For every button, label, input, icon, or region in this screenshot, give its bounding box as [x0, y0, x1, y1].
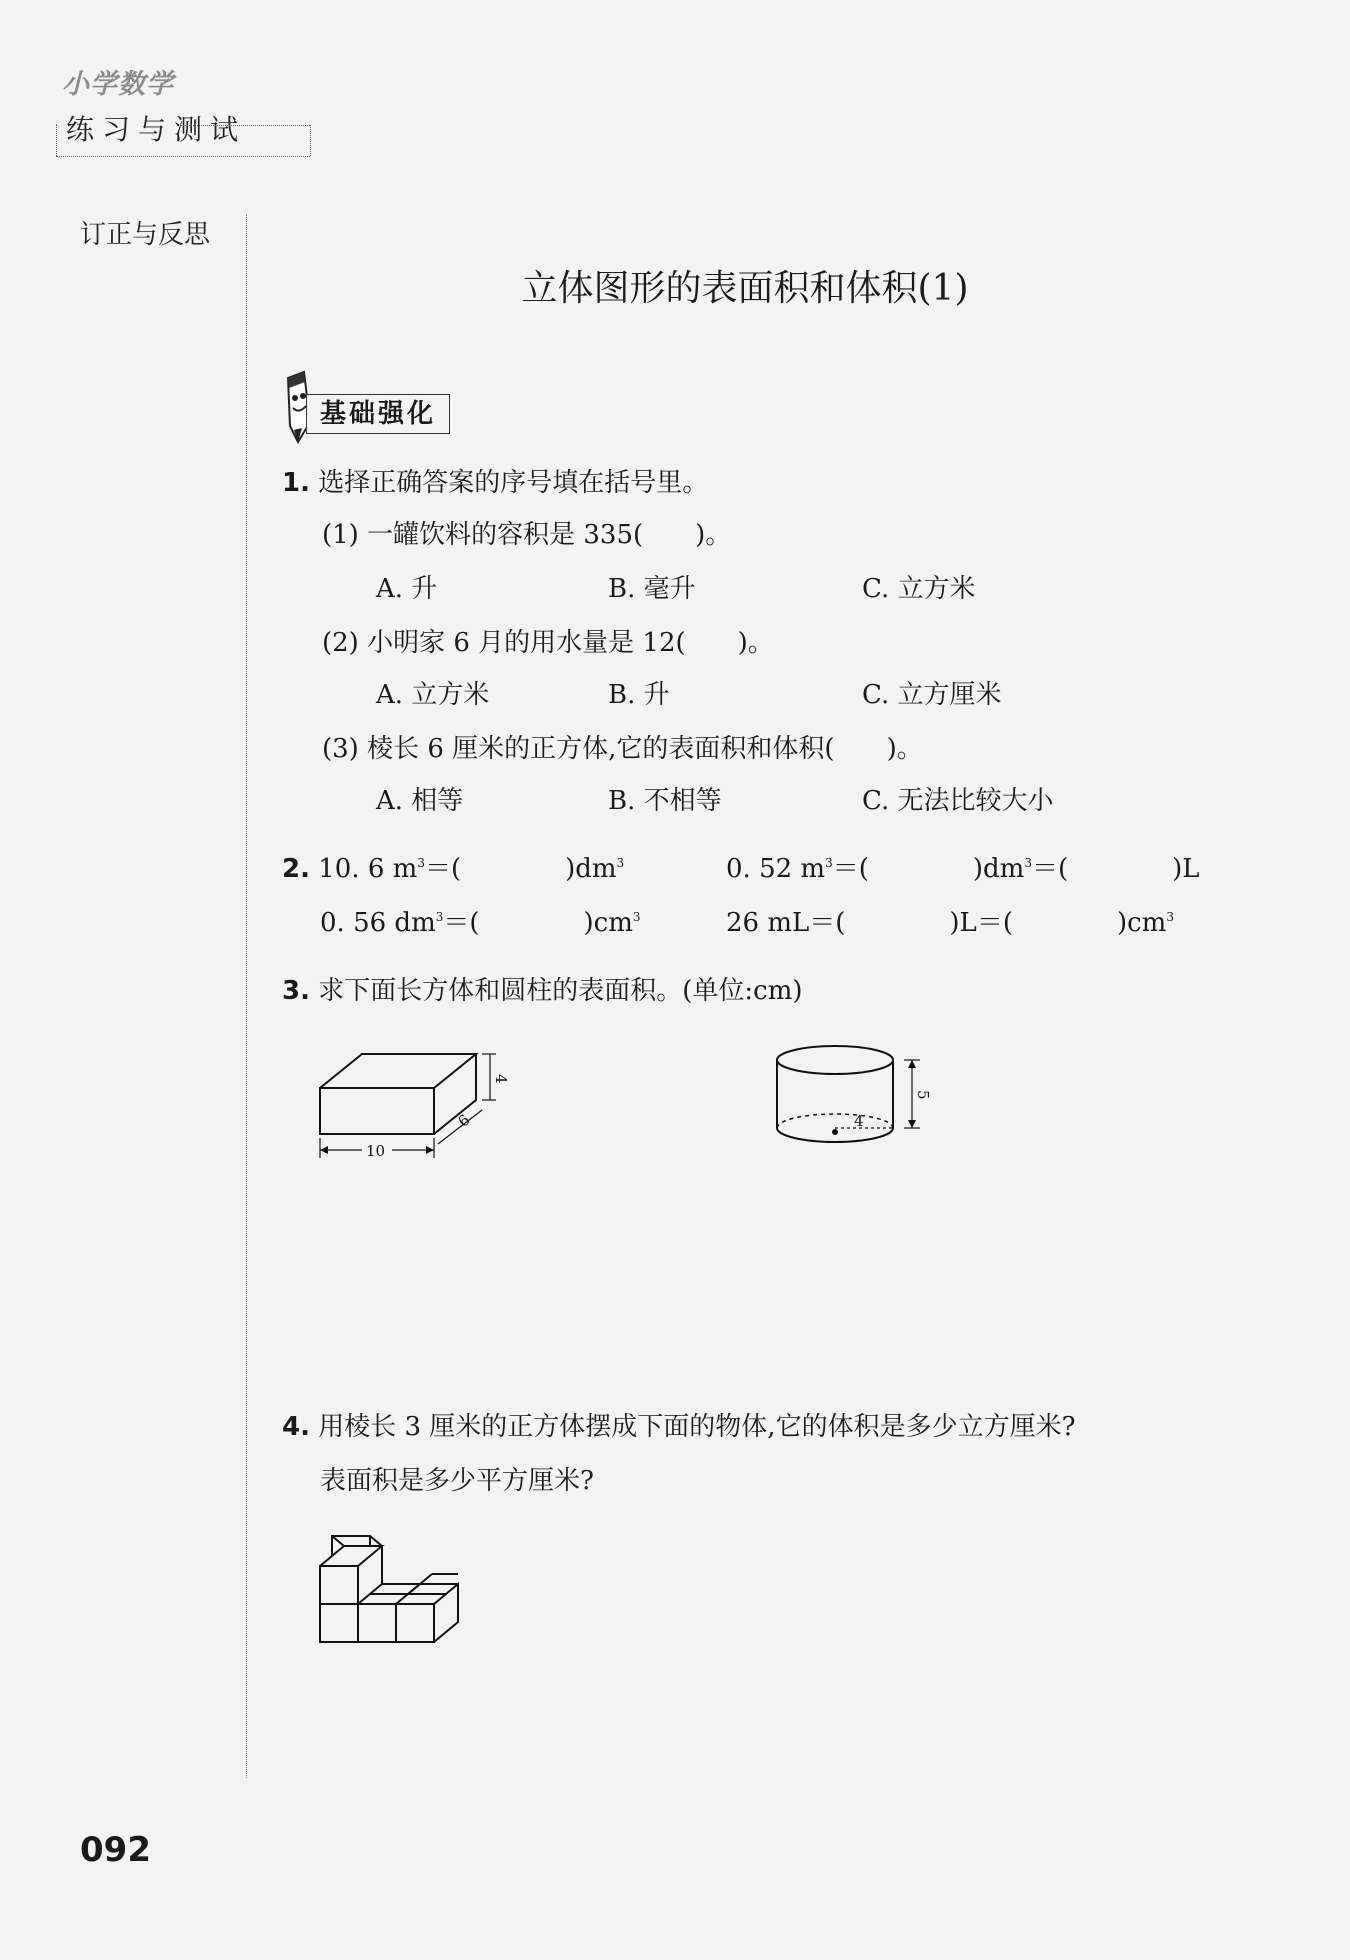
conversion-right: ＝( )dm — [424, 854, 617, 884]
cuboid-figure — [310, 1040, 530, 1160]
exponent: 3 — [616, 856, 625, 870]
q1-item-1-option-b: B. 毫升 — [608, 574, 696, 604]
question-2-row-2a — [320, 902, 641, 939]
question-number: 2. — [282, 854, 310, 884]
brand-series-title: 小学数学 — [62, 69, 174, 100]
conversion-left: 0. 56 dm — [320, 908, 436, 938]
q1-item-2-option-c: C. 立方厘米 — [862, 680, 1002, 710]
question-2-row-1a — [282, 848, 624, 885]
cube-stack-figure — [312, 1526, 482, 1656]
margin-divider — [246, 214, 247, 1778]
exponent: 3 — [632, 910, 641, 924]
exponent: 3 — [1166, 910, 1174, 924]
question-1 — [282, 462, 708, 499]
conversion-right: ＝( )L — [1031, 854, 1200, 884]
conversion-left: 10. 6 m — [318, 854, 418, 884]
q1-item-1-option-a: A. 升 — [376, 574, 438, 604]
cylinder-height-label: 5 — [914, 1090, 932, 1100]
question-number: 3. — [282, 976, 310, 1006]
q1-item-1-stem: (1) 一罐饮料的容积是 335( )。 — [322, 520, 732, 550]
question-text: 求下面长方体和圆柱的表面积。(单位:cm) — [318, 976, 803, 1006]
exponent: 3 — [825, 856, 833, 870]
cuboid-width-label: 6 — [454, 1110, 474, 1131]
q1-item-2-option-a: A. 立方米 — [376, 680, 490, 710]
question-number: 1. — [282, 468, 310, 498]
question-4-line-1 — [282, 1406, 1076, 1443]
q1-item-1-option-c: C. 立方米 — [862, 574, 976, 604]
q1-item-3-stem: (3) 棱长 6 厘米的正方体,它的表面积和体积( )。 — [322, 734, 923, 764]
brand-frame-right — [310, 125, 311, 156]
cuboid-length-label: 10 — [366, 1142, 386, 1160]
cylinder-radius-label: 4 — [854, 1112, 864, 1130]
conversion-right: ＝( )cm — [443, 908, 633, 938]
q1-item-3-option-b: B. 不相等 — [608, 786, 722, 816]
question-3 — [282, 970, 803, 1007]
question-text: 选择正确答案的序号填在括号里。 — [318, 468, 709, 498]
page-number: 092 — [80, 1830, 151, 1870]
conversion-left: 0. 52 m — [726, 854, 826, 884]
brand-book-title: 练习与测试 — [66, 113, 247, 146]
margin-label: 订正与反思 — [80, 220, 211, 250]
brand-frame — [56, 124, 57, 156]
q1-item-3-option-a: A. 相等 — [376, 786, 464, 816]
brand-frame-bottom — [56, 156, 310, 157]
q1-item-2-option-b: B. 升 — [608, 680, 670, 710]
exponent: 3 — [435, 910, 444, 924]
brand-divider — [180, 125, 310, 126]
conversion-mid: ＝( )dm — [832, 854, 1025, 884]
exponent: 3 — [417, 856, 425, 870]
q1-item-2-stem: (2) 小明家 6 月的用水量是 12( )。 — [322, 628, 774, 658]
question-4-line-2: 表面积是多少平方厘米? — [320, 1466, 594, 1496]
cuboid-height-label: 4 — [492, 1074, 510, 1084]
question-2-row-1b — [726, 848, 1200, 885]
cylinder-figure — [770, 1040, 940, 1160]
section-label: 基础强化 — [306, 394, 450, 434]
exponent: 3 — [1024, 856, 1032, 870]
page-title: 立体图形的表面积和体积(1) — [521, 268, 969, 309]
q1-item-3-option-c: C. 无法比较大小 — [862, 786, 1054, 816]
conversion-expression: 26 mL＝( )L＝( )cm — [726, 908, 1167, 938]
question-text: 用棱长 3 厘米的正方体摆成下面的物体,它的体积是多少立方厘米? — [318, 1412, 1076, 1442]
question-number: 4. — [282, 1412, 310, 1442]
question-2-row-2b — [726, 902, 1174, 939]
